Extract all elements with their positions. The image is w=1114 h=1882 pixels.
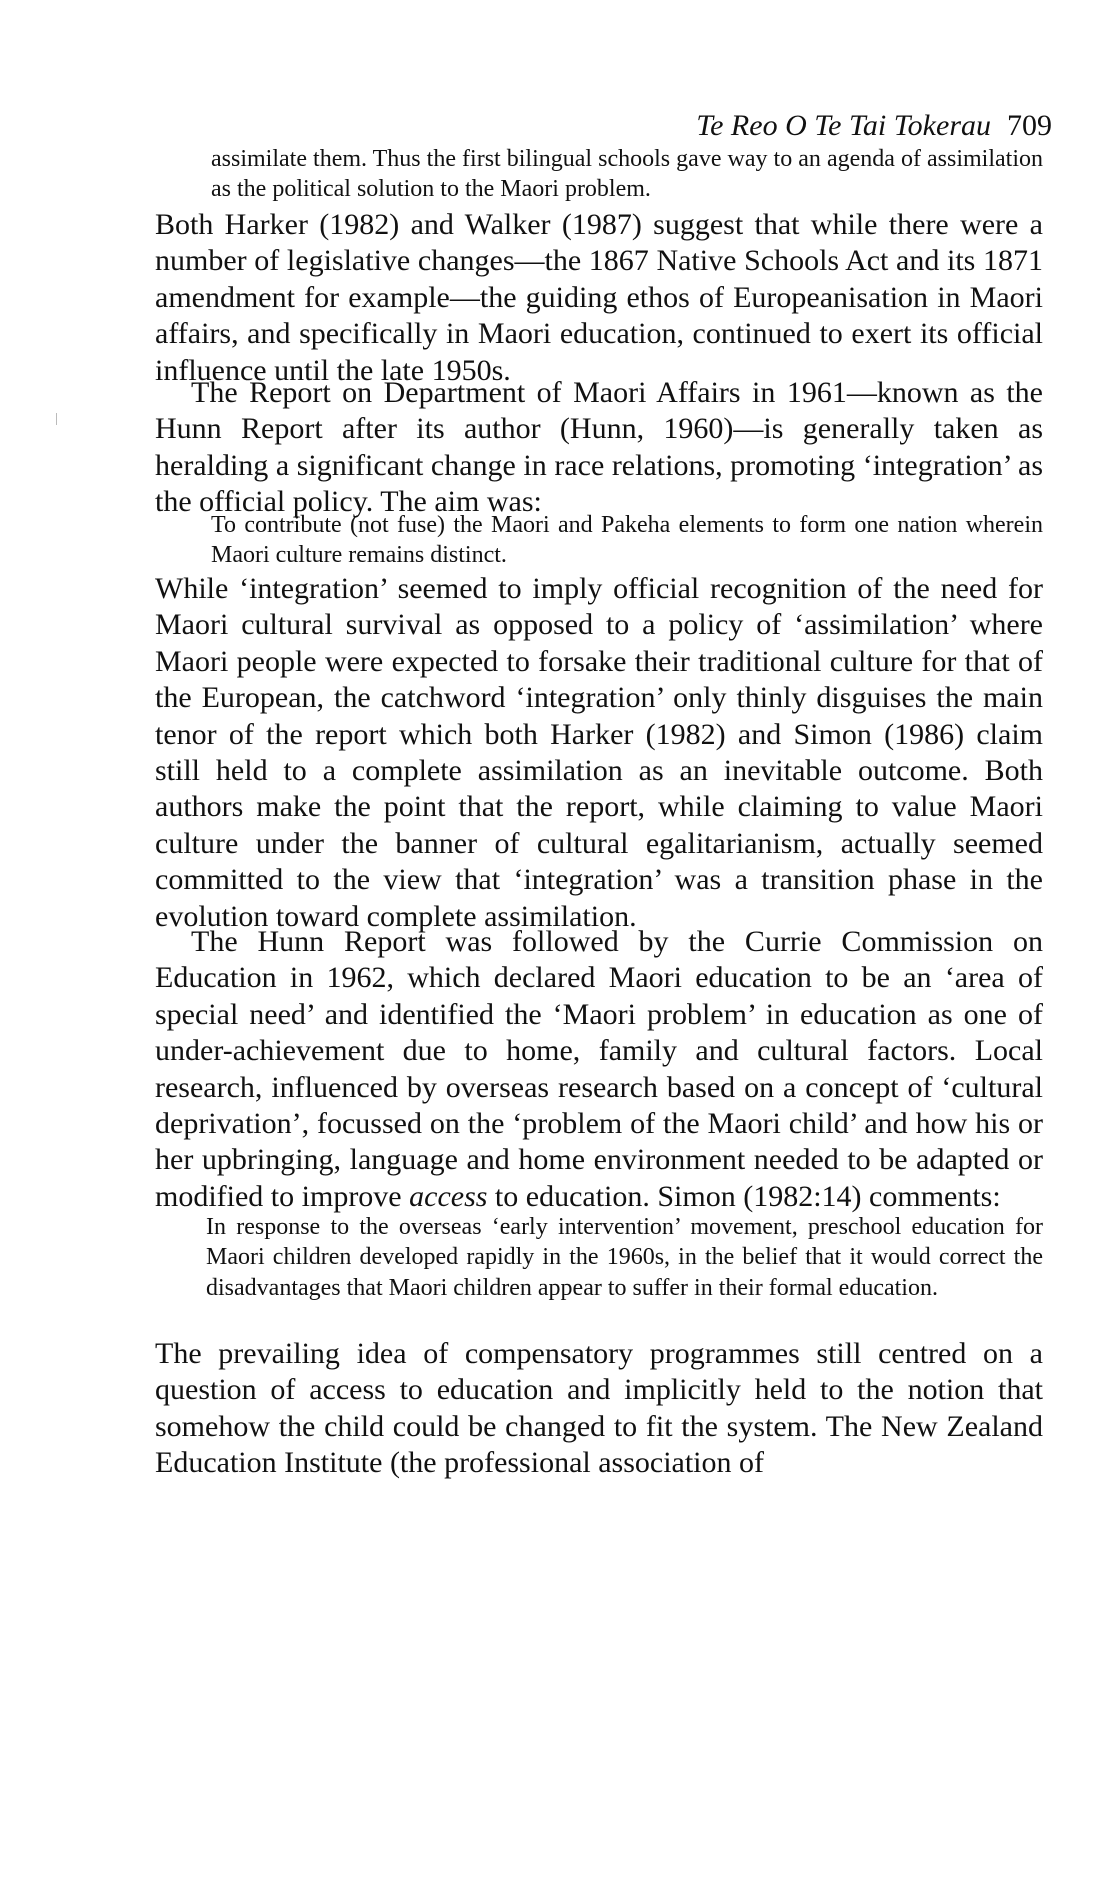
emphasis-access: access bbox=[409, 1179, 488, 1213]
paragraph-compensatory-programmes: The prevailing idea of compensatory programmes still centred on a question of access to education and implicitly held to the notion that somehow the child could be changed to fit the system. The New Zealand Education Institute (the professional association of bbox=[155, 1337, 1043, 1480]
paragraph-integration: While ‘integration’ seemed to imply official recognition of the need for Maori cultural survival as opposed to a policy of ‘assimilation’ where Maori people were expected to forsake their traditional culture for that of the European, the catchword ‘integration’ only thinly disguises the main tenor of the report which both Harker (1982) and Simon (1986) claim still held to a complete assimilation as an inevitable outcome. Both authors make the point that the report, while claiming to value Maori culture under the banner of cultural egalitarianism, actually seemed committed to the view that ‘integration’ was a transition phase in the evolution toward complete assimilation. bbox=[155, 572, 1043, 933]
journal-title: Te Reo O Te Tai Tokerau bbox=[696, 109, 991, 142]
paragraph-currie-commission bbox=[155, 924, 1043, 1215]
page-number: 709 bbox=[1007, 109, 1052, 142]
block-quote-simon: In response to the overseas ‘early intervention’ movement, preschool education for Maori children developed rapidly in the 1960s, in the belief that it would correct the disadvantages that Maori children appear to suffer in their formal education. bbox=[206, 1214, 1043, 1301]
running-head bbox=[610, 108, 1052, 144]
paragraph-harker-walker: Both Harker (1982) and Walker (1987) suggest that while there were a number of legislative changes—the 1867 Native Schools Act and its 1871 amendment for example—the guiding ethos of Europeanisation in Maori affairs, and specifically in Maori education, continued to exert its official influence until the late 1950s. bbox=[155, 208, 1043, 387]
block-quote-hunn-aim: To contribute (not fuse) the Maori and Pakeha elements to form one nation wherein Maori culture remains distinct. bbox=[211, 512, 1043, 568]
paragraph-hunn-report: The Report on Department of Maori Affairs in 1961—known as the Hunn Report after its author (Hunn, 1960)—is generally taken as heralding a significant change in race relations, promoting ‘integration’ as the official policy. The aim was: bbox=[155, 376, 1043, 519]
margin-mark bbox=[56, 413, 57, 425]
currie-text-part-1: The Hunn Report was followed by the Currie Commission on Education in 1962, which declared Maori education to be an ‘area of special need’ and identified the ‘Maori problem’ in education as one of under-achievement due to home, family and cultural factors. Local research, influenced by overseas research based on a concept of ‘cultural deprivation’, focussed on the ‘problem of the Maori child’ and how his or her upbringing, language and home environment needed to be adapted or modified to improve bbox=[155, 925, 1043, 1213]
currie-text-part-2: to education. Simon (1982:14) comments: bbox=[494, 1179, 1001, 1213]
block-quote-assimilation: assimilate them. Thus the first bilingual schools gave way to an agenda of assimilation as the political solution to the Maori problem. bbox=[211, 146, 1043, 202]
